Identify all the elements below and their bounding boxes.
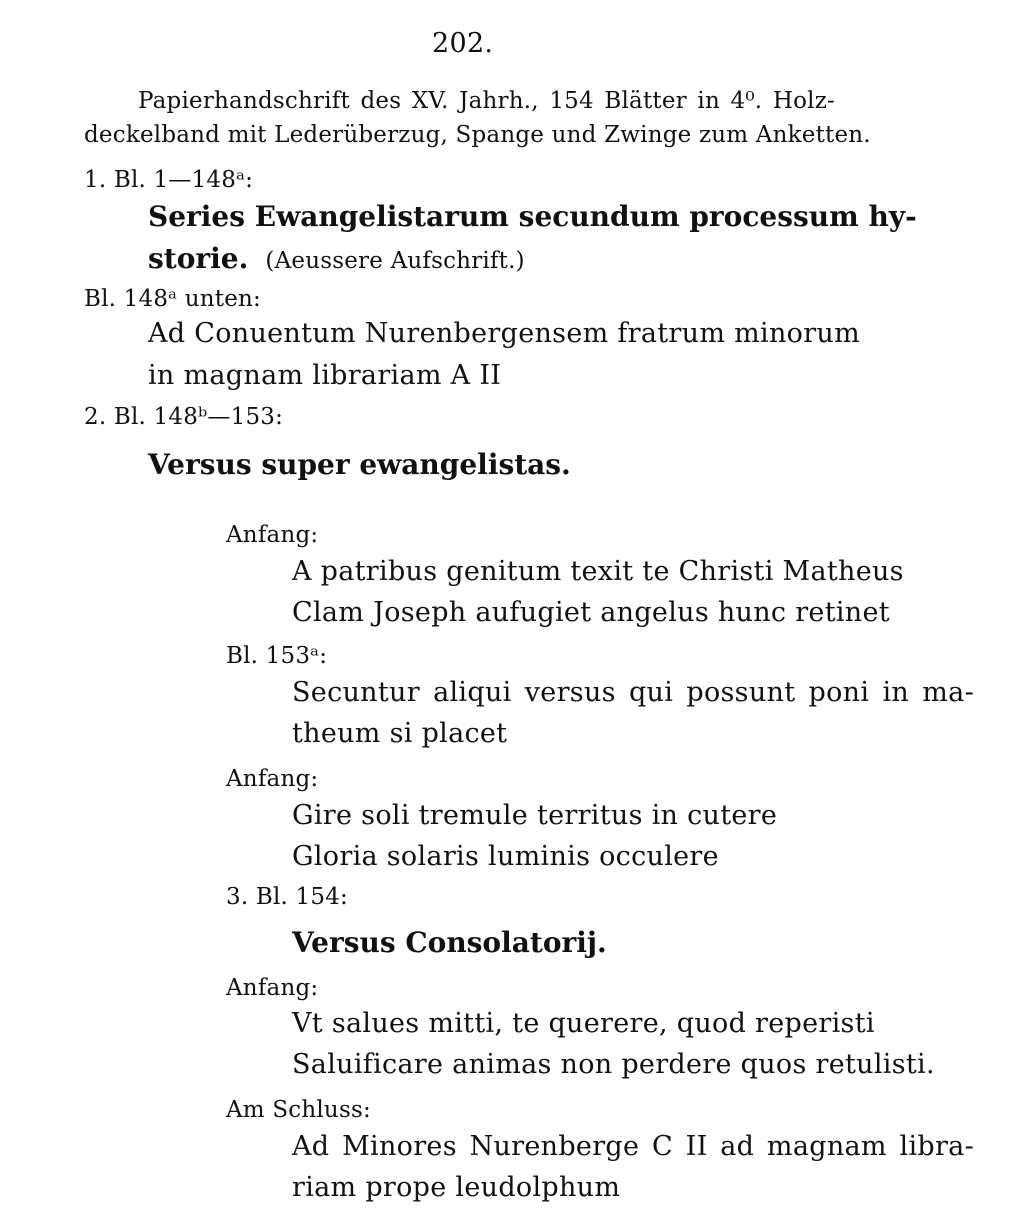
section1-ref: 1. Bl. 1—148ᵃ:	[84, 167, 254, 193]
section3-title: Versus Consolatorij.	[292, 926, 607, 959]
section3-anfang-line-1: Vt salues mitti, te querere, quod reperisti	[292, 1008, 875, 1039]
section2-anfang1-label: Anfang:	[226, 522, 319, 548]
section3-schluss-line-1: Ad Minores Nurenberge C II ad magnam libra-	[292, 1131, 974, 1162]
description-line-1: Papierhandschrift des XV. Jahrh., 154 Blätter in 4⁰. Holz-	[138, 88, 835, 114]
section1-sub-text-line-2: in magnam librariam A II	[148, 360, 502, 391]
section3-schluss-line-2: riam prope leudolphum	[292, 1172, 621, 1203]
section2-title: Versus super ewangelistas.	[148, 448, 571, 481]
section2-anfang1-line-2: Clam Joseph aufugiet angelus hunc retinet	[292, 597, 890, 628]
section2-anfang2-line-2: Gloria solaris luminis occulere	[292, 841, 719, 872]
section1-sub-text-line-1: Ad Conuentum Nurenbergensem fratrum minorum	[148, 318, 860, 349]
description-line-2: deckelband mit Lederüberzug, Spange und Zwinge zum Anketten.	[84, 122, 871, 148]
section2-anfang1-line-1: A patribus genitum texit te Christi Matheus	[292, 556, 904, 587]
section1-title-note: (Aeussere Aufschrift.)	[265, 248, 525, 274]
section3-schluss-label: Am Schluss:	[226, 1097, 371, 1123]
section2-anfang2-line-1: Gire soli tremule territus in cutere	[292, 800, 778, 831]
section1-title-bold: storie.	[148, 242, 249, 275]
section1-title-line-2	[148, 242, 525, 275]
section3-ref: 3. Bl. 154:	[226, 884, 348, 910]
section2-anfang2-label: Anfang:	[226, 766, 319, 792]
section3-anfang-line-2: Saluificare animas non perdere quos retulisti.	[292, 1049, 935, 1080]
section2-sub-text-line-1: Secuntur aliqui versus qui possunt poni in ma-	[292, 677, 974, 708]
section3-anfang-label: Anfang:	[226, 975, 319, 1001]
section2-sub-ref: Bl. 153ᵃ:	[226, 643, 328, 669]
section1-sub-ref: Bl. 148ᵃ unten:	[84, 286, 262, 312]
section2-sub-text-line-2: theum si placet	[292, 718, 508, 749]
section1-title-line-1: Series Ewangelistarum secundum processum hy-	[148, 200, 917, 233]
section2-ref: 2. Bl. 148ᵇ—153:	[84, 404, 284, 430]
page-number: 202.	[432, 28, 494, 59]
